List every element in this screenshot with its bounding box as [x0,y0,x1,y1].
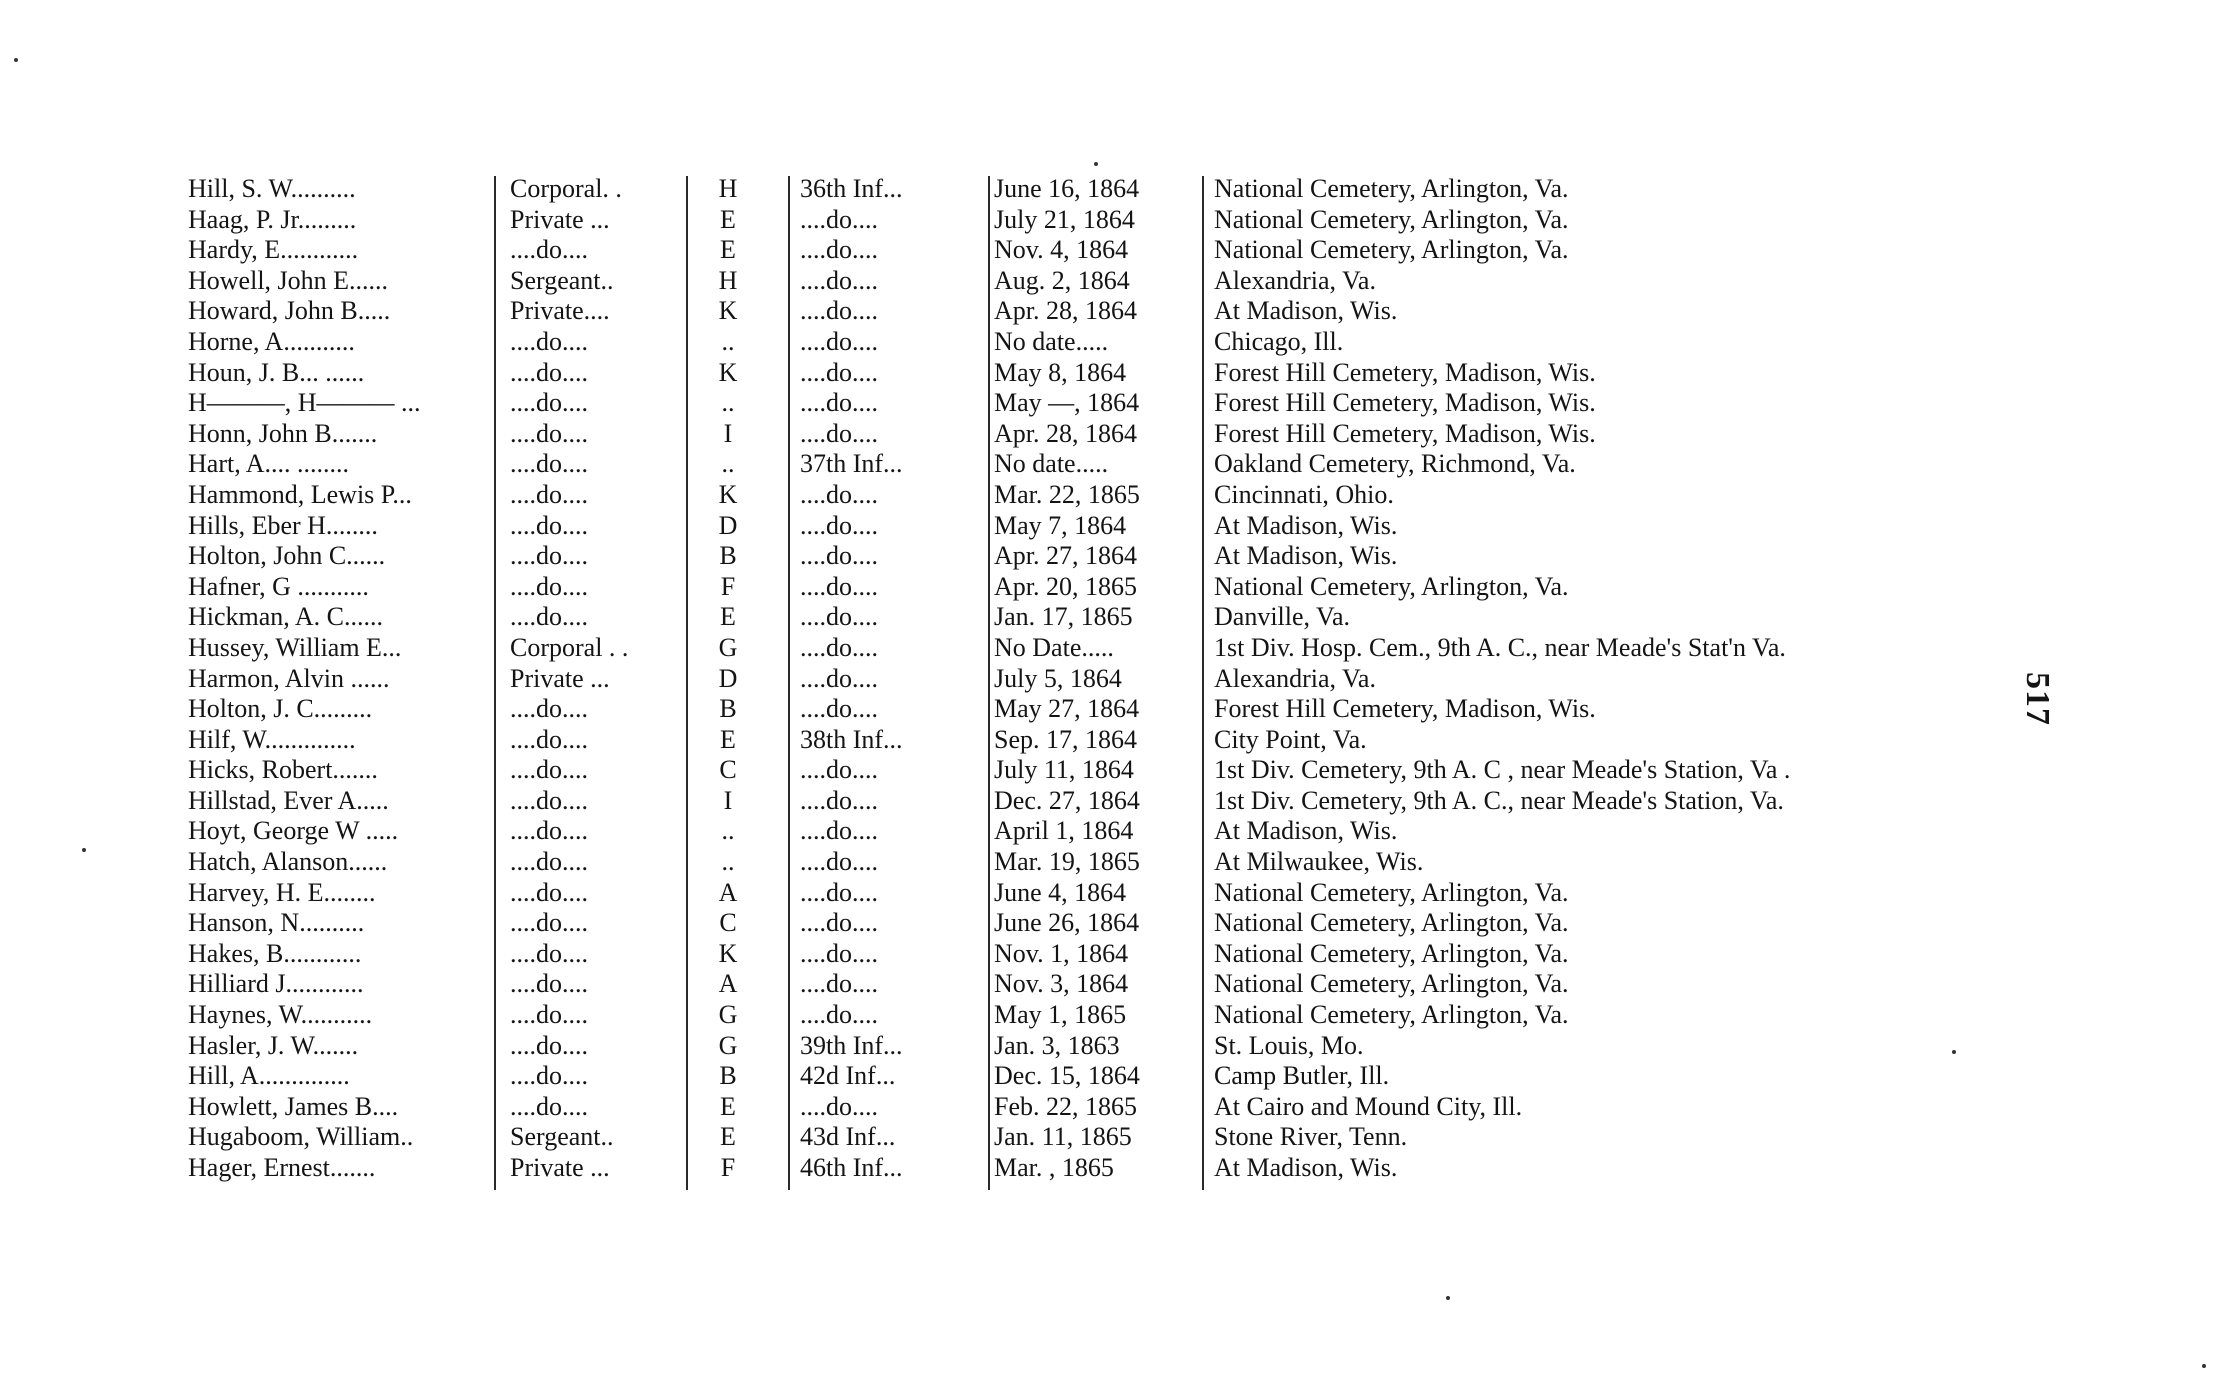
rank: Private.... [510,296,610,326]
table-row [188,358,2018,389]
place-of-burial: St. Louis, Mo. [1214,1030,1364,1060]
soldier-name: Hill, A.............. [188,1061,350,1091]
table-row [188,235,2018,266]
table-row [188,694,2018,725]
place-of-burial: At Madison, Wis. [1214,541,1398,571]
date-of-death: No Date..... [994,632,1114,662]
company: C [719,908,737,938]
company: G [718,1000,738,1030]
table-row [188,1031,2018,1062]
company: E [720,724,736,754]
place-of-burial: 1st Div. Hosp. Cem., 9th A. C., near Meade's Stat'n Va. [1214,632,1786,662]
burial-register-table [188,174,2018,1184]
date-of-death: Nov. 4, 1864 [994,235,1129,265]
regiment: 37th Inf... [800,449,903,479]
place-of-burial: At Madison, Wis. [1214,816,1398,846]
company: E [720,1091,736,1121]
rank: ....do.... [510,571,588,601]
page-number: 517 [2019,672,2056,726]
date-of-death: No date..... [994,326,1109,356]
place-of-burial: City Point, Va. [1214,724,1367,754]
table-row [188,205,2018,236]
print-speck [14,58,18,62]
rank: ....do.... [510,816,588,846]
rank: ....do.... [510,724,588,754]
company: D [718,663,738,693]
soldier-name: Hardy, E............ [188,235,359,265]
place-of-burial: Danville, Va. [1214,602,1350,632]
date-of-death: Sep. 17, 1864 [994,724,1137,754]
soldier-name: Hammond, Lewis P... [188,479,412,509]
soldier-name: Hager, Ernest....... [188,1153,376,1182]
table-row [188,480,2018,511]
soldier-name: Hussey, William E... [188,632,402,662]
place-of-burial: National Cemetery, Arlington, Va. [1214,908,1569,938]
company: .. [721,449,735,479]
regiment: ....do.... [800,663,878,693]
date-of-death: Nov. 3, 1864 [994,969,1129,999]
soldier-name: Hafner, G ........... [188,571,369,601]
table-row [188,755,2018,786]
place-of-burial: Forest Hill Cemetery, Madison, Wis. [1214,357,1596,387]
place-of-burial: National Cemetery, Arlington, Va. [1214,938,1569,968]
regiment: ....do.... [800,265,878,295]
table-row [188,419,2018,450]
company: K [718,296,738,326]
soldier-name: Hicks, Robert....... [188,755,378,785]
date-of-death: Apr. 28, 1864 [994,418,1137,448]
rank: ....do.... [510,326,588,356]
date-of-death: Jan. 17, 1865 [994,602,1133,632]
regiment: ....do.... [800,816,878,846]
regiment: ....do.... [800,541,878,571]
date-of-death: Dec. 15, 1864 [994,1061,1140,1091]
company: E [720,602,736,632]
rank: ....do.... [510,847,588,877]
rank: ....do.... [510,388,588,418]
date-of-death: Jan. 3, 1863 [994,1030,1120,1060]
rank: ....do.... [510,418,588,448]
company: .. [721,326,735,356]
date-of-death: Feb. 22, 1865 [994,1091,1137,1121]
regiment: ....do.... [800,235,878,265]
rank: Sergeant.. [510,265,614,295]
company: G [718,1030,738,1060]
regiment: ....do.... [800,755,878,785]
rank: ....do.... [510,785,588,815]
regiment: ....do.... [800,326,878,356]
soldier-name: Harmon, Alvin ...... [188,663,390,693]
place-of-burial: Stone River, Tenn. [1214,1122,1408,1152]
date-of-death: Jan. 11, 1865 [994,1122,1132,1152]
table-row [188,572,2018,603]
regiment: ....do.... [800,479,878,509]
regiment: 43d Inf... [800,1122,896,1152]
soldier-name: Hart, A.... ........ [188,449,350,479]
place-of-burial: National Cemetery, Arlington, Va. [1214,969,1569,999]
date-of-death: No date..... [994,449,1109,479]
soldier-name: Haynes, W........... [188,1000,373,1030]
regiment: 42d Inf... [800,1061,896,1091]
rank: ....do.... [510,541,588,571]
table-row [188,1092,2018,1123]
date-of-death: July 11, 1864 [994,755,1134,785]
soldier-name: Hugaboom, William.. [188,1122,414,1152]
date-of-death: June 4, 1864 [994,877,1127,907]
company: H [718,265,738,295]
date-of-death: Apr. 28, 1864 [994,296,1137,326]
place-of-burial: At Madison, Wis. [1214,1153,1398,1182]
regiment: ....do.... [800,357,878,387]
rank: ....do.... [510,1061,588,1091]
table-row [188,633,2018,664]
soldier-name: Howlett, James B.... [188,1091,399,1121]
place-of-burial: National Cemetery, Arlington, Va. [1214,204,1569,234]
place-of-burial: Cincinnati, Ohio. [1214,479,1394,509]
table-row [188,1122,2018,1153]
soldier-name: Hanson, N.......... [188,908,365,938]
soldier-name: Hakes, B............ [188,938,362,968]
table-row [188,969,2018,1000]
place-of-burial: National Cemetery, Arlington, Va. [1214,571,1569,601]
company: I [723,785,733,815]
rank: ....do.... [510,938,588,968]
rank: Corporal. . [510,174,622,203]
print-speck [1446,1296,1450,1300]
print-speck [1952,1050,1956,1054]
date-of-death: Aug. 2, 1864 [994,265,1130,295]
soldier-name: Howard, John B..... [188,296,391,326]
soldier-name: Horne, A........... [188,326,355,356]
table-row [188,266,2018,297]
regiment: ....do.... [800,510,878,540]
regiment: ....do.... [800,847,878,877]
rank: ....do.... [510,357,588,387]
regiment: ....do.... [800,969,878,999]
rank: Sergeant.. [510,1122,614,1152]
company: .. [721,816,735,846]
soldier-name: Hills, Eber H........ [188,510,378,540]
regiment: 36th Inf... [800,174,903,203]
soldier-name: Haag, P. Jr......... [188,204,357,234]
company: E [720,235,736,265]
rank: ....do.... [510,694,588,724]
table-row [188,541,2018,572]
rank: ....do.... [510,969,588,999]
table-row [188,449,2018,480]
company: B [719,1061,737,1091]
company: E [720,204,736,234]
table-row [188,1153,2018,1184]
company: G [718,632,738,662]
date-of-death: Mar. 19, 1865 [994,847,1140,877]
date-of-death: Nov. 1, 1864 [994,938,1129,968]
print-speck [2202,1364,2206,1368]
rank: ....do.... [510,602,588,632]
regiment: 39th Inf... [800,1030,903,1060]
regiment: ....do.... [800,877,878,907]
company: K [718,479,738,509]
rank: ....do.... [510,755,588,785]
company: K [718,938,738,968]
place-of-burial: Alexandria, Va. [1214,265,1376,295]
rank: Private ... [510,1153,610,1182]
rank: ....do.... [510,510,588,540]
company: .. [721,847,735,877]
company: C [719,755,737,785]
soldier-name: Hilliard J............ [188,969,364,999]
date-of-death: June 16, 1864 [994,174,1140,203]
regiment: ....do.... [800,908,878,938]
table-row [188,908,2018,939]
date-of-death: Mar. , 1865 [994,1153,1114,1182]
print-speck [1094,162,1098,166]
place-of-burial: 1st Div. Cemetery, 9th A. C., near Meade's Station, Va. [1214,785,1784,815]
date-of-death: Dec. 27, 1864 [994,785,1140,815]
table-row [188,174,2018,205]
soldier-name: Hilf, W.............. [188,724,356,754]
place-of-burial: National Cemetery, Arlington, Va. [1214,1000,1569,1030]
regiment: ....do.... [800,571,878,601]
date-of-death: May 1, 1865 [994,1000,1127,1030]
company: H [718,174,738,203]
place-of-burial: At Cairo and Mound City, Ill. [1214,1091,1523,1121]
company: A [718,877,738,907]
place-of-burial: Camp Butler, Ill. [1214,1061,1390,1091]
table-row [188,786,2018,817]
rank: Private ... [510,663,610,693]
place-of-burial: Forest Hill Cemetery, Madison, Wis. [1214,418,1596,448]
soldier-name: Hatch, Alanson...... [188,847,388,877]
soldier-name: Holton, John C...... [188,541,386,571]
table-row [188,816,2018,847]
place-of-burial: Forest Hill Cemetery, Madison, Wis. [1214,388,1596,418]
rank: ....do.... [510,449,588,479]
regiment: ....do.... [800,602,878,632]
place-of-burial: Forest Hill Cemetery, Madison, Wis. [1214,694,1596,724]
soldier-name: Hickman, A. C...... [188,602,383,632]
regiment: ....do.... [800,694,878,724]
place-of-burial: Oakland Cemetery, Richmond, Va. [1214,449,1576,479]
company: K [718,357,738,387]
rank: ....do.... [510,235,588,265]
place-of-burial: At Madison, Wis. [1214,510,1398,540]
regiment: ....do.... [800,1000,878,1030]
date-of-death: June 26, 1864 [994,908,1140,938]
rank: ....do.... [510,479,588,509]
company: A [718,969,738,999]
rank: Private ... [510,204,610,234]
table-row [188,511,2018,542]
date-of-death: Mar. 22, 1865 [994,479,1140,509]
soldier-name: Houn, J. B... ...... [188,357,365,387]
date-of-death: July 5, 1864 [994,663,1122,693]
table-row [188,602,2018,633]
regiment: ....do.... [800,296,878,326]
regiment: ....do.... [800,938,878,968]
soldier-name: Hasler, J. W....... [188,1030,359,1060]
table-row [188,296,2018,327]
company: B [719,694,737,724]
regiment: ....do.... [800,785,878,815]
company: I [723,418,733,448]
soldier-name: Harvey, H. E........ [188,877,376,907]
regiment: 38th Inf... [800,724,903,754]
table-row [188,939,2018,970]
place-of-burial: Alexandria, Va. [1214,663,1376,693]
table-row [188,664,2018,695]
place-of-burial: National Cemetery, Arlington, Va. [1214,235,1569,265]
soldier-name: Hillstad, Ever A..... [188,785,389,815]
soldier-name: Holton, J. C......... [188,694,373,724]
date-of-death: May —, 1864 [994,388,1140,418]
company: F [720,571,736,601]
rank: ....do.... [510,908,588,938]
company: B [719,541,737,571]
rank: ....do.... [510,1000,588,1030]
rank: ....do.... [510,1030,588,1060]
date-of-death: July 21, 1864 [994,204,1135,234]
date-of-death: Apr. 20, 1865 [994,571,1137,601]
table-row [188,878,2018,909]
table-row [188,1061,2018,1092]
date-of-death: May 8, 1864 [994,357,1127,387]
place-of-burial: At Milwaukee, Wis. [1214,847,1424,877]
rank: ....do.... [510,877,588,907]
place-of-burial: Chicago, Ill. [1214,326,1344,356]
place-of-burial: National Cemetery, Arlington, Va. [1214,877,1569,907]
regiment: 46th Inf... [800,1153,903,1182]
table-row [188,1000,2018,1031]
regiment: ....do.... [800,388,878,418]
regiment: ....do.... [800,204,878,234]
place-of-burial: National Cemetery, Arlington, Va. [1214,174,1569,203]
table-row [188,388,2018,419]
rank: Corporal . . [510,632,629,662]
company: D [718,510,738,540]
company: .. [721,388,735,418]
soldier-name: Hoyt, George W ..... [188,816,399,846]
company: F [720,1153,736,1182]
date-of-death: April 1, 1864 [994,816,1134,846]
soldier-name: Hill, S. W.......... [188,174,356,203]
print-speck [82,848,86,852]
company: E [720,1122,736,1152]
place-of-burial: 1st Div. Cemetery, 9th A. C , near Meade's Station, Va . [1214,755,1791,785]
table-row [188,725,2018,756]
regiment: ....do.... [800,418,878,448]
regiment: ....do.... [800,632,878,662]
date-of-death: May 7, 1864 [994,510,1127,540]
date-of-death: Apr. 27, 1864 [994,541,1137,571]
soldier-name: H———, H——— ... [188,388,421,418]
soldier-name: Howell, John E...... [188,265,389,295]
regiment: ....do.... [800,1091,878,1121]
table-row [188,847,2018,878]
place-of-burial: At Madison, Wis. [1214,296,1398,326]
table-row [188,327,2018,358]
soldier-name: Honn, John B....... [188,418,378,448]
date-of-death: May 27, 1864 [994,694,1140,724]
rank: ....do.... [510,1091,588,1121]
